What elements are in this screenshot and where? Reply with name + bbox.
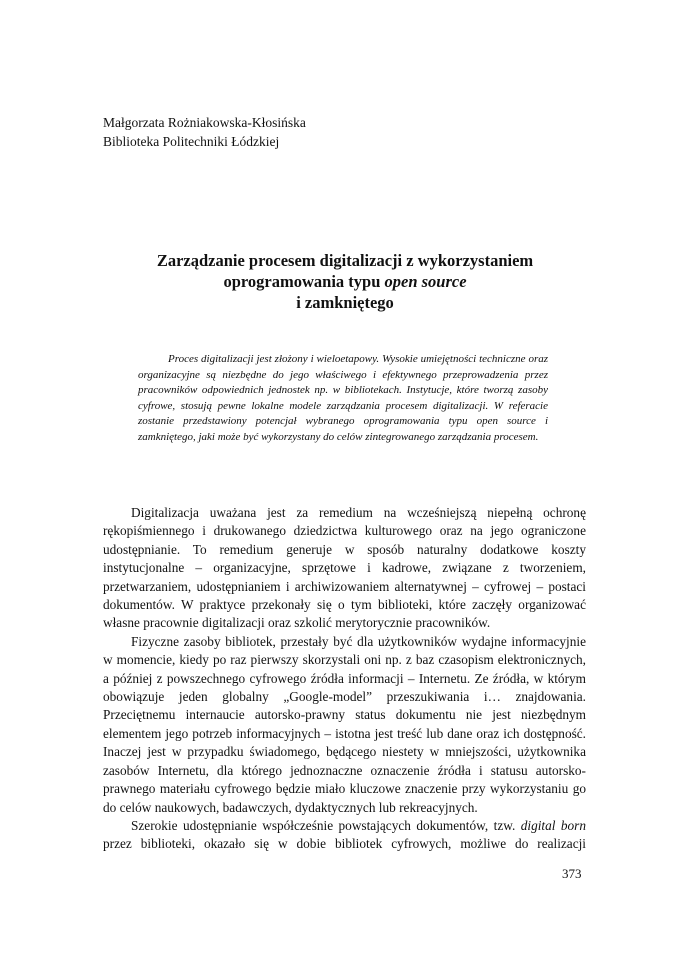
page-number: 373	[562, 866, 582, 881]
paper-title	[100, 250, 590, 313]
title-line-2-text: oprogramowania typu	[223, 272, 385, 291]
abstract-text: Proces digitalizacji jest złożony i wieloetapowy. Wysokie umiejętności techniczne oraz organizacyjne są niezbędne do jego właściwego i efektywnego przeprowadzenia przez pracowników odpowiednich jednostek np. w bibliotekach. Instytucje, które tworzą zasoby cyfrowe, stosują pewne lokalne modele zarządzania procesem digitalizacji. W referacie zostanie przedstawiony potencjał wybranego oprogramowania typu open source i zamkniętego, jaki może być wykorzystany do celów zintegrowanego zarządzania procesem.	[138, 353, 548, 443]
paragraph-3	[103, 817, 586, 854]
paragraph-2: Fizyczne zasoby bibliotek, przestały być dla użytkowników wydajne informacyjnie w momencie, kiedy po raz pierwszy skorzystali oni np. z baz czasopism elektronicznych, a później z powszechnego cyfrowego źródła informacji – Internetu. Ze źródła, w którym obowiązuje jeden globalny „Google-model” przeszukiwania i… znajdowania. Przeciętnemu internaucie autorsko-prawny status dokumentu nie jest niezbędnym elementem jego potrzeb informacyjnych – istotna jest treść lub dane oraz ich dostępność. Inaczej jest w przypadku świadomego, będącego niestety w mniejszości, użytkownika zasobów Internetu, dla którego jednoznaczne oznaczenie źródła i statusu autorsko-prawnego materiału cyfrowego będzie miało kluczowe znaczenie przy wykorzystaniu go do celów naukowych, badawczych, dydaktycznych lub rekreacyjnych.	[103, 633, 586, 815]
paragraph-1: Digitalizacja uważana jest za remedium na wcześniejszą niepełną ochronę rękopiśmiennego i drukowanego dziedzictwa kulturowego oraz na jego ograniczone udostępnianie. To remedium generuje w sposób naturalny dodatkowe koszty instytucjonalne – organizacyjne, sprzętowe i kadrowe, związane z tworzeniem, przetwarzaniem, udostępnianiem i archiwizowaniem alternatywnej – cyfrowej – postaci dokumentów. W praktyce przekonały się o tym biblioteki, które zaczęły organizować własne pracownie digitalizacji oraz szkolić merytorycznie pracowników.	[103, 505, 586, 631]
title-line-2	[100, 271, 590, 292]
title-line-2-italic: open source	[384, 272, 467, 291]
abstract	[138, 352, 548, 446]
author-name: Małgorzata Rożniakowska-Kłosińska	[103, 115, 306, 130]
author-block	[103, 113, 306, 151]
paragraph-3-start: Szerokie udostępnianie współcześnie powstających dokumentów, tzw.	[131, 817, 521, 833]
title-line-3: i zamkniętego	[296, 293, 394, 312]
body-text	[103, 504, 586, 854]
title-line-1: Zarządzanie procesem digitalizacji z wykorzystaniem	[156, 251, 534, 270]
paragraph-3-italic: digital born	[520, 817, 586, 833]
paragraph-3-end: przez biblioteki, okazało się w dobie bibliotek cyfrowych, możliwe do realizacji	[103, 836, 586, 852]
author-affiliation: Biblioteka Politechniki Łódzkiej	[103, 134, 280, 149]
